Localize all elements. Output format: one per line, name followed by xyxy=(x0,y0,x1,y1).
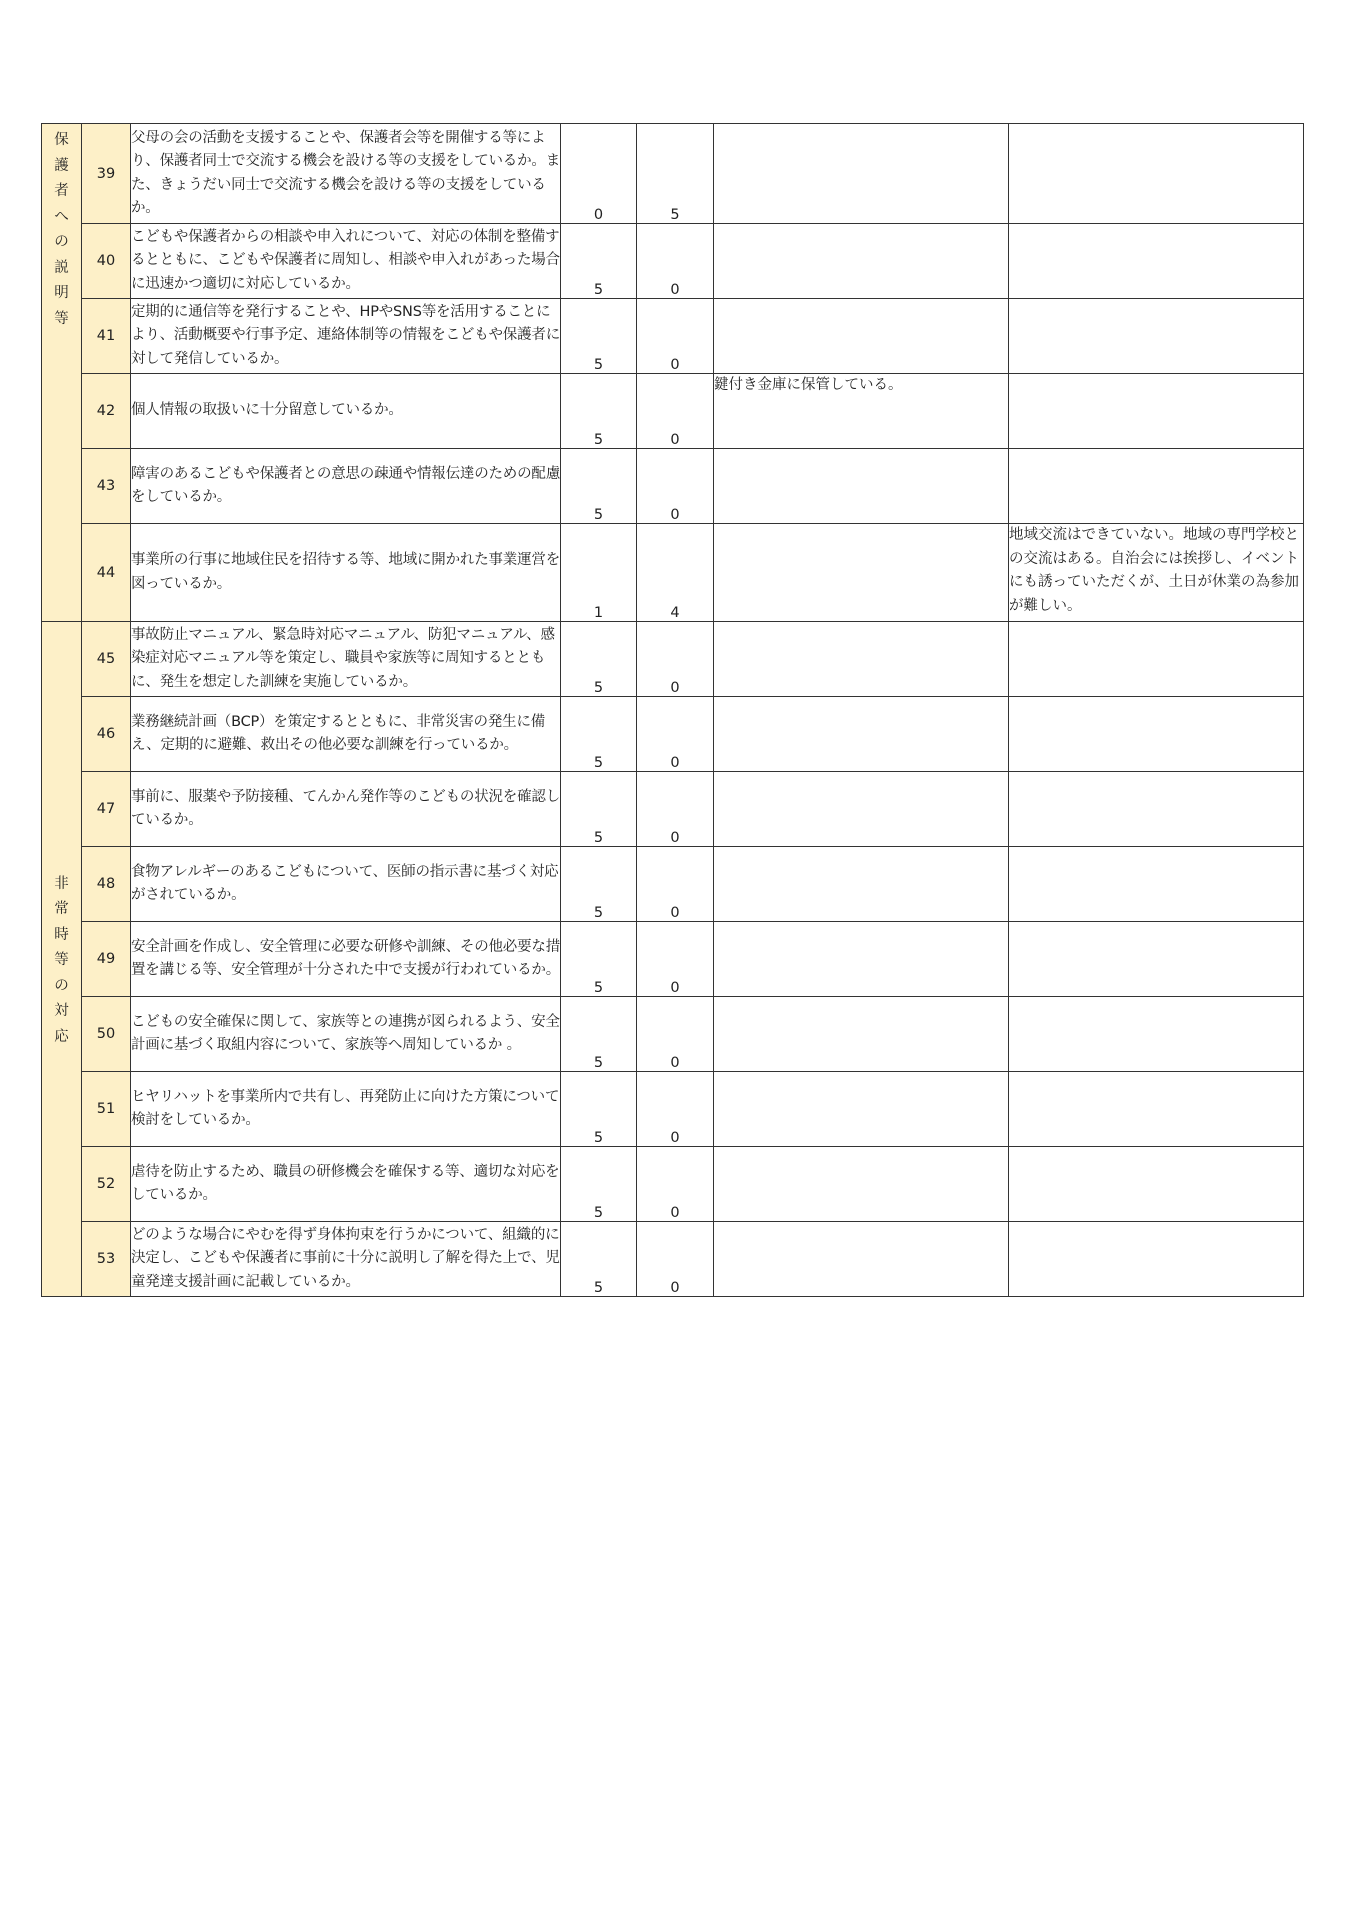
improvement-cell xyxy=(1009,622,1304,697)
item-number: 44 xyxy=(82,524,131,622)
yes-count: 5 xyxy=(561,697,637,772)
no-count: 5 xyxy=(637,124,714,224)
item-number: 52 xyxy=(82,1147,131,1222)
no-count: 0 xyxy=(637,1147,714,1222)
no-count: 0 xyxy=(637,997,714,1072)
yes-count: 5 xyxy=(561,374,637,449)
item-number: 45 xyxy=(82,622,131,697)
table-row xyxy=(42,1147,1304,1222)
comment-cell xyxy=(714,1222,1009,1297)
category-char: 説 xyxy=(54,259,69,276)
no-count: 0 xyxy=(637,1072,714,1147)
comment-cell xyxy=(714,124,1009,224)
comment-cell xyxy=(714,1147,1009,1222)
no-count: 0 xyxy=(637,224,714,299)
improvement-cell xyxy=(1009,1147,1304,1222)
evaluation-table xyxy=(41,123,1304,1297)
comment-cell xyxy=(714,772,1009,847)
question-cell-text: 定期的に通信等を発行することや、HPやSNS等を活用することにより、活動概要や行事予定、連絡体制等の情報をこどもや保護者に対して発信しているか。 xyxy=(131,303,560,367)
no-count: 0 xyxy=(637,299,714,374)
item-number: 49 xyxy=(82,922,131,997)
question-cell-text: 食物アレルギーのあるこどもについて、医師の指示書に基づく対応がされているか。 xyxy=(131,863,559,903)
question-cell xyxy=(131,1222,561,1297)
question-cell xyxy=(131,997,561,1072)
item-number: 47 xyxy=(82,772,131,847)
question-cell xyxy=(131,622,561,697)
question-cell-text: 父母の会の活動を支援することや、保護者会等を開催する等により、保護者同士で交流する機会を設ける等の支援をしているか。また、きょうだい同士で交流する機会を設ける等の支援をしているか。 xyxy=(131,129,560,216)
comment-cell xyxy=(714,697,1009,772)
improvement-cell xyxy=(1009,847,1304,922)
question-cell xyxy=(131,697,561,772)
yes-count: 5 xyxy=(561,1147,637,1222)
question-cell-text: ヒヤリハットを事業所内で共有し、再発防止に向けた方策について検討をしているか。 xyxy=(131,1088,560,1128)
question-cell xyxy=(131,524,561,622)
category-char: 等 xyxy=(54,310,69,327)
yes-count: 0 xyxy=(561,124,637,224)
category-char: 護 xyxy=(54,157,69,174)
table-row xyxy=(42,524,1304,622)
yes-count: 1 xyxy=(561,524,637,622)
item-number: 42 xyxy=(82,374,131,449)
improvement-cell xyxy=(1009,772,1304,847)
item-number: 40 xyxy=(82,224,131,299)
question-cell-text: 安全計画を作成し、安全管理に必要な研修や訓練、その他必要な措置を講じる等、安全管理が十分された中で支援が行われているか。 xyxy=(131,938,560,978)
table-row xyxy=(42,997,1304,1072)
question-cell-text: 虐待を防止するため、職員の研修機会を確保する等、適切な対応をしているか。 xyxy=(131,1163,560,1203)
question-cell-text: 事前に、服薬や予防接種、てんかん発作等のこどもの状況を確認しているか。 xyxy=(131,788,560,828)
question-cell-text: こどもの安全確保に関して、家族等との連携が図られるよう、安全計画に基づく取組内容について、家族等へ周知しているか 。 xyxy=(131,1013,560,1053)
comment-cell xyxy=(714,1072,1009,1147)
question-cell-text: どのような場合にやむを得ず身体拘束を行うかについて、組織的に決定し、こどもや保護者に事前に十分に説明し了解を得た上で、児童発達支援計画に記載しているか。 xyxy=(131,1226,560,1290)
comment-cell xyxy=(714,847,1009,922)
improvement-cell xyxy=(1009,449,1304,524)
no-count: 0 xyxy=(637,922,714,997)
table-row xyxy=(42,449,1304,524)
no-count: 0 xyxy=(637,374,714,449)
category-char: 明 xyxy=(54,285,69,301)
yes-count: 5 xyxy=(561,622,637,697)
question-cell xyxy=(131,449,561,524)
no-count: 0 xyxy=(637,772,714,847)
improvement-cell: 地域交流はできていない。地域の専門学校との交流はある。自治会には挨拶し、イベントにも誘っていただくが、土日が休業の為参加が難しい。 xyxy=(1009,524,1304,622)
yes-count: 5 xyxy=(561,299,637,374)
comment-cell xyxy=(714,622,1009,697)
category-label xyxy=(54,124,69,332)
category-char: 時 xyxy=(54,926,69,943)
question-cell xyxy=(131,1147,561,1222)
no-count: 0 xyxy=(637,697,714,772)
table-row xyxy=(42,374,1304,449)
question-cell xyxy=(131,124,561,224)
improvement-cell xyxy=(1009,997,1304,1072)
item-number: 50 xyxy=(82,997,131,1072)
comment-cell: 鍵付き金庫に保管している。 xyxy=(714,374,1009,449)
yes-count: 5 xyxy=(561,1072,637,1147)
no-count: 0 xyxy=(637,847,714,922)
question-cell xyxy=(131,374,561,449)
evaluation-table-body xyxy=(42,124,1304,1297)
improvement-cell xyxy=(1009,299,1304,374)
question-cell-text: 業務継続計画（BCP）を策定するとともに、非常災害の発生に備え、定期的に避難、救出その他必要な訓練を行っているか。 xyxy=(131,713,546,753)
item-number: 53 xyxy=(82,1222,131,1297)
table-row xyxy=(42,697,1304,772)
item-number: 39 xyxy=(82,124,131,224)
comment-cell xyxy=(714,524,1009,622)
comment-cell xyxy=(714,224,1009,299)
category-char: 者 xyxy=(54,183,69,199)
category-label xyxy=(54,868,69,1051)
category-char: 等 xyxy=(54,952,69,969)
question-cell xyxy=(131,847,561,922)
improvement-cell xyxy=(1009,1222,1304,1297)
comment-cell xyxy=(714,299,1009,374)
comment-cell xyxy=(714,449,1009,524)
comment-cell xyxy=(714,922,1009,997)
category-emergency xyxy=(42,622,82,1297)
item-number: 51 xyxy=(82,1072,131,1147)
table-row xyxy=(42,772,1304,847)
category-char: 対 xyxy=(54,1003,69,1020)
item-number: 48 xyxy=(82,847,131,922)
yes-count: 5 xyxy=(561,449,637,524)
item-number: 46 xyxy=(82,697,131,772)
no-count: 0 xyxy=(637,622,714,697)
question-cell-text: 個人情報の取扱いに十分留意しているか。 xyxy=(131,402,403,419)
question-cell-text: 事業所の行事に地域住民を招待する等、地域に開かれた事業運営を図っているか。 xyxy=(131,552,560,592)
no-count: 0 xyxy=(637,1222,714,1297)
yes-count: 5 xyxy=(561,1222,637,1297)
question-cell xyxy=(131,299,561,374)
question-cell xyxy=(131,922,561,997)
table-row xyxy=(42,1072,1304,1147)
yes-count: 5 xyxy=(561,772,637,847)
table-row xyxy=(42,224,1304,299)
question-cell-text: 事故防止マニュアル、緊急時対応マニュアル、防犯マニュアル、感染症対応マニュアル等を策定し、職員や家族等に周知するとともに、発生を想定した訓練を実施しているか。 xyxy=(131,626,555,690)
table-row xyxy=(42,1222,1304,1297)
improvement-cell xyxy=(1009,224,1304,299)
question-cell xyxy=(131,772,561,847)
category-char: 保 xyxy=(54,132,69,148)
category-char: の xyxy=(54,234,69,250)
comment-cell xyxy=(714,997,1009,1072)
improvement-cell xyxy=(1009,1072,1304,1147)
improvement-cell xyxy=(1009,697,1304,772)
table-row xyxy=(42,299,1304,374)
no-count: 4 xyxy=(637,524,714,622)
item-number: 41 xyxy=(82,299,131,374)
yes-count: 5 xyxy=(561,922,637,997)
yes-count: 5 xyxy=(561,847,637,922)
table-row xyxy=(42,922,1304,997)
improvement-cell xyxy=(1009,124,1304,224)
yes-count: 5 xyxy=(561,997,637,1072)
table-row xyxy=(42,124,1304,224)
category-char: 応 xyxy=(54,1028,69,1045)
category-char: 常 xyxy=(54,901,69,918)
category-char: へ xyxy=(54,208,69,225)
table-row xyxy=(42,847,1304,922)
category-char: の xyxy=(54,977,69,994)
item-number: 43 xyxy=(82,449,131,524)
category-char: 非 xyxy=(54,875,69,892)
improvement-cell xyxy=(1009,374,1304,449)
question-cell-text: こどもや保護者からの相談や申入れについて、対応の体制を整備するとともに、こどもや保護者に周知し、相談や申入れがあった場合に迅速かつ適切に対応しているか。 xyxy=(131,228,560,292)
category-guardian xyxy=(42,124,82,622)
question-cell xyxy=(131,1072,561,1147)
table-row xyxy=(42,622,1304,697)
improvement-cell xyxy=(1009,922,1304,997)
question-cell-text: 障害のあるこどもや保護者との意思の疎通や情報伝達のための配慮をしているか。 xyxy=(131,465,560,505)
no-count: 0 xyxy=(637,449,714,524)
question-cell xyxy=(131,224,561,299)
yes-count: 5 xyxy=(561,224,637,299)
